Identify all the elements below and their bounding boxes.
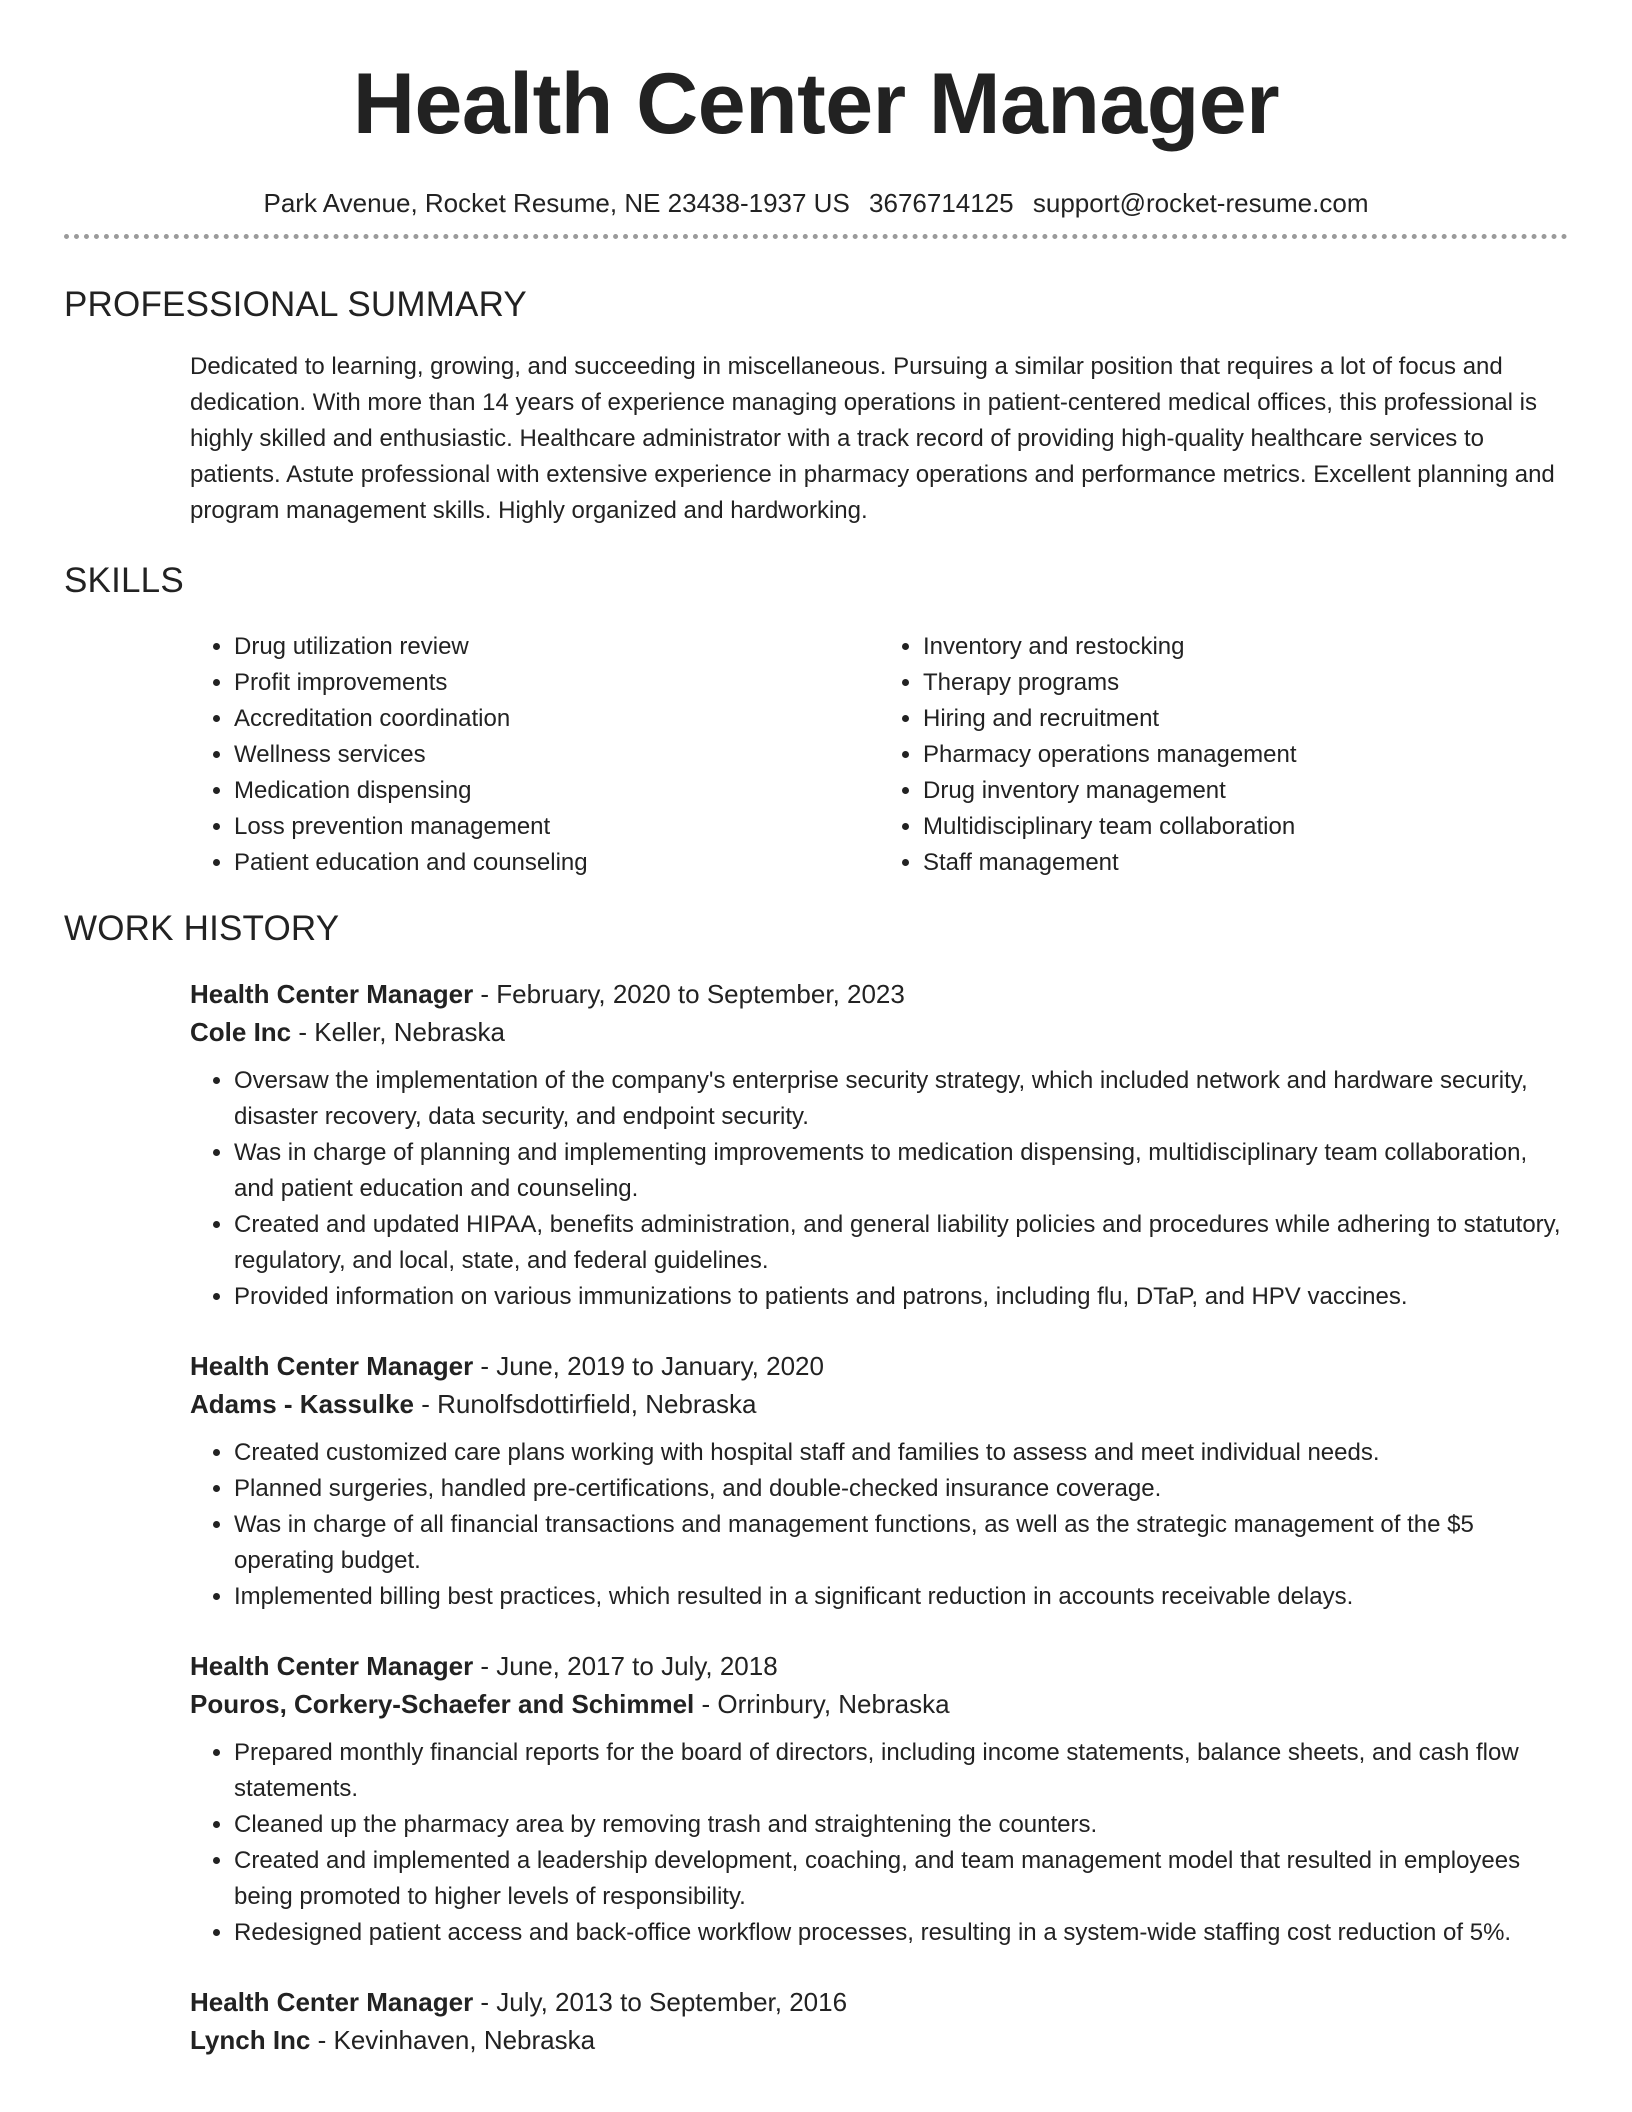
job-role: Health Center Manager [190,1987,474,2017]
job-bullet: • Oversaw the implementation of the company's enterprise security strategy, which included network and hardware security, disaster recovery, data security, and endpoint security. [234,1063,1568,1135]
job-bullet: • Cleaned up the pharmacy area by removing trash and straightening the counters. [234,1807,1568,1843]
skill-item: • Pharmacy operations management [923,737,1568,773]
job-bullet: • Redesigned patient access and back-office workflow processes, resulting in a system-wide staffing cost reduction of 5%. [234,1915,1568,1951]
job-title-line [190,1647,1568,1685]
skills-grid [190,629,1568,881]
job-location: - Kevinhaven, Nebraska [310,2025,596,2055]
summary-section [64,283,1568,529]
skill-item: • Medication dispensing [234,773,879,809]
job-bullet: • Created customized care plans working with hospital staff and families to assess and meet individual needs. [234,1435,1568,1471]
job-company: Lynch Inc [190,2025,311,2055]
job-title-line [190,1347,1568,1385]
skill-item: • Wellness services [234,737,879,773]
job-bullets [190,1063,1568,1315]
job-dates: - June, 2017 to July, 2018 [473,1651,778,1681]
job-company-line [190,1013,1568,1051]
job-entry [190,1983,1568,2059]
skill-item: • Staff management [923,845,1568,881]
job-bullet: • Planned surgeries, handled pre-certifications, and double-checked insurance coverage. [234,1471,1568,1507]
job-company: Adams - Kassulke [190,1389,414,1419]
skill-item: • Accreditation coordination [234,701,879,737]
job-entry [190,975,1568,1315]
job-company-line [190,1385,1568,1423]
skills-column-left [190,629,879,881]
skill-item: • Loss prevention management [234,809,879,845]
skill-item: • Patient education and counseling [234,845,879,881]
job-bullets [190,1735,1568,1951]
work-history-section [64,907,1568,2059]
contact-address: Park Avenue, Rocket Resume, NE 23438-1937 US [263,188,850,218]
job-role: Health Center Manager [190,979,474,1009]
skills-section [64,559,1568,881]
skill-item: • Hiring and recruitment [923,701,1568,737]
job-dates: - July, 2013 to September, 2016 [473,1987,848,2017]
job-entry [190,1647,1568,1951]
resume-name: Health Center Manager [352,56,1280,152]
job-bullet: • Implemented billing best practices, which resulted in a significant reduction in accounts receivable delays. [234,1579,1568,1615]
job-bullet: • Was in charge of all financial transactions and management functions, as well as the strategic management of the $5 operating budget. [234,1507,1568,1579]
job-bullet: • Provided information on various immunizations to patients and patrons, including flu, DTaP, and HPV vaccines. [234,1279,1568,1315]
job-bullet: • Was in charge of planning and implementing improvements to medication dispensing, multidisciplinary team collaboration, and patient education and counseling. [234,1135,1568,1207]
skill-item: • Therapy programs [923,665,1568,701]
work-history-heading: WORK HISTORY [64,909,340,948]
contact-line [64,186,1568,220]
job-dates: - February, 2020 to September, 2023 [473,979,905,1009]
job-location: - Keller, Nebraska [291,1017,506,1047]
job-bullets [190,1435,1568,1615]
job-company: Cole Inc [190,1017,292,1047]
job-bullet: • Created and implemented a leadership development, coaching, and team management model that resulted in employees being promoted to higher levels of responsibility. [234,1843,1568,1915]
summary-text: Dedicated to learning, growing, and succeeding in miscellaneous. Pursuing a similar position that requires a lot of focus and dedication. With more than 14 years of experience managing operations in patient-centered medical offices, this professional is highly skilled and enthusiastic. Healthcare administrator with a track record of providing high-quality healthcare services to patients. Astute professional with extensive experience in pharmacy operations and performance metrics. Excellent planning and program management skills. Highly organized and hardworking. [190,353,1555,524]
contact-phone: 3676714125 [869,188,1014,218]
skill-item: • Inventory and restocking [923,629,1568,665]
job-location: - Runolfsdottirfield, Nebraska [413,1389,757,1419]
job-bullet: • Created and updated HIPAA, benefits administration, and general liability policies and procedures while adhering to statutory, regulatory, and local, state, and federal guidelines. [234,1207,1568,1279]
contact-email: support@rocket-resume.com [1032,188,1369,218]
job-role: Health Center Manager [190,1351,474,1381]
job-company-line [190,1685,1568,1723]
skill-item: • Drug inventory management [923,773,1568,809]
job-title-line [190,975,1568,1013]
header-divider [64,234,1568,239]
job-dates: - June, 2019 to January, 2020 [473,1351,824,1381]
job-role: Health Center Manager [190,1651,474,1681]
job-company-line [190,2021,1568,2059]
summary-heading: PROFESSIONAL SUMMARY [64,285,527,324]
skill-item: • Drug utilization review [234,629,879,665]
job-title-line [190,1983,1568,2021]
job-bullet: • Prepared monthly financial reports for the board of directors, including income statements, balance sheets, and cash flow statements. [234,1735,1568,1807]
skill-item: • Multidisciplinary team collaboration [923,809,1568,845]
job-company: Pouros, Corkery-Schaefer and Schimmel [190,1689,695,1719]
skills-column-right [879,629,1568,881]
skill-item: • Profit improvements [234,665,879,701]
job-location: - Orrinbury, Nebraska [694,1689,950,1719]
skills-heading: SKILLS [64,561,184,600]
job-entry [190,1347,1568,1615]
